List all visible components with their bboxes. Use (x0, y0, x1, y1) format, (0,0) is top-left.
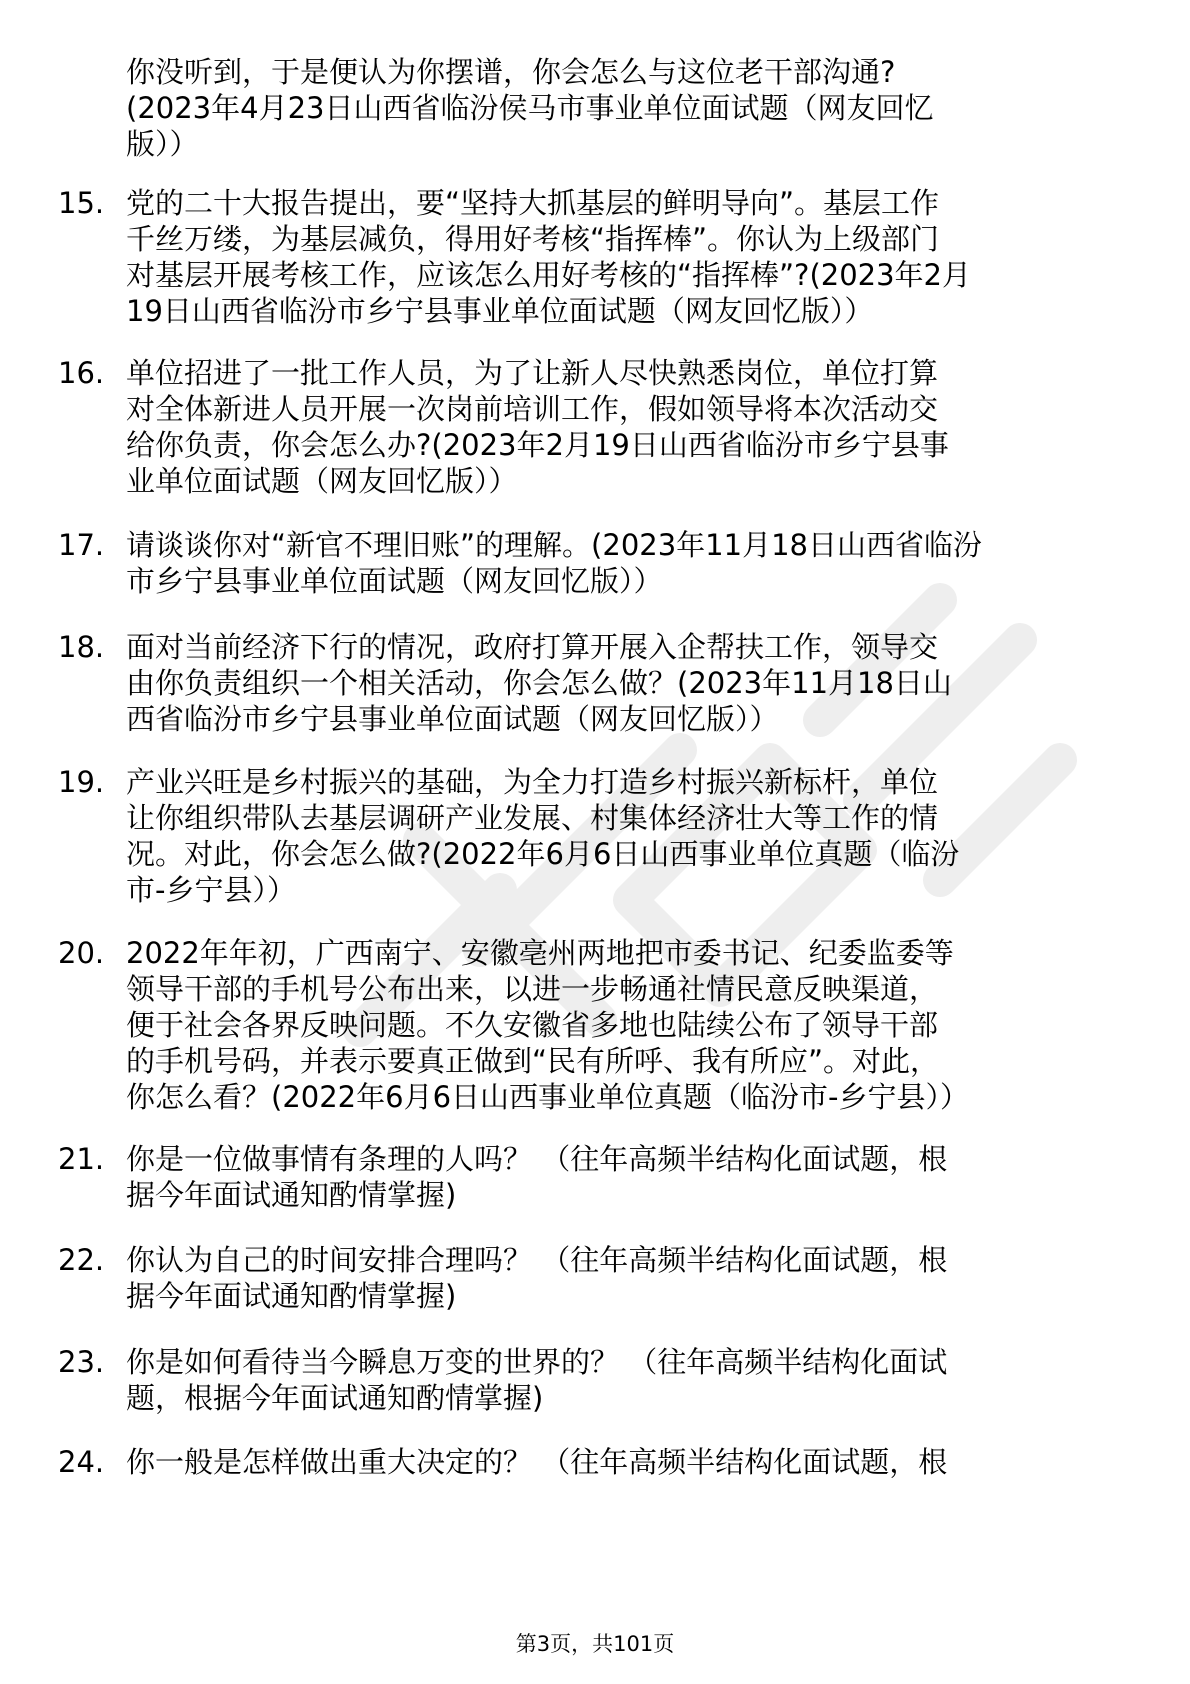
item-text: 你没听到，于是便认为你摆谱，你会怎么与这位老干部沟通? (2023年4月23日山西省临汾侯马市事业单位面试题（网友回忆 版）） (126, 55, 934, 161)
item-number: 17. (58, 528, 105, 562)
page-footer: 第3页，共101页 (515, 1632, 675, 1656)
item-text: 党的二十大报告提出，要“坚持大抓基层的鲜明导向”。基层工作 千丝万缕，为基层减负，得用好考核“指挥棒”。你认为上级部门 对基层开展考核工作，应该怎么用好考核的“指挥棒”?(2023年2月 19日山西省临汾市乡宁县事业单位面试题（网友回忆版）） (126, 186, 972, 328)
item-number: 22. (58, 1243, 105, 1277)
item-number: 21. (58, 1142, 105, 1176)
item-number: 24. (58, 1445, 105, 1479)
item-number: 23. (58, 1345, 105, 1379)
item-text: 单位招进了一批工作人员，为了让新人尽快熟悉岗位，单位打算 对全体新进人员开展一次岗前培训工作，假如领导将本次活动交 给你负责，你会怎么办?(2023年2月19日山西省临汾市乡宁县事 业单位面试题（网友回忆版）） (126, 356, 949, 498)
item-text: 你是一位做事情有条理的人吗？ （往年高频半结构化面试题，根 据今年面试通知酌情掌握) (126, 1142, 948, 1212)
item-number: 19. (58, 765, 105, 799)
item-text: 面对当前经济下行的情况，政府打算开展入企帮扶工作，领导交 由你负责组织一个相关活动，你会怎么做？(2023年11月18日山 西省临汾市乡宁县事业单位面试题（网友回忆版）） (126, 630, 952, 736)
item-text: 产业兴旺是乡村振兴的基础，为全力打造乡村振兴新标杆，单位 让你组织带队去基层调研产业发展、村集体经济壮大等工作的情 况。对此，你会怎么做?(2022年6月6日山西事业单位真题（临汾 市-乡宁县）） (126, 765, 960, 907)
item-text: 2022年年初，广西南宁、安徽亳州两地把市委书记、纪委监委等 领导干部的手机号公布出来，以进一步畅通社情民意反映渠道， 便于社会各界反映问题。不久安徽省多地也陆续公布了领导干部 的手机号码，并表示要真正做到“民有所呼、我有所应”。对此， 你怎么看？(2022年6月6日山西事业单位真题（临汾市-乡宁县）） (126, 936, 969, 1114)
item-text: 你是如何看待当今瞬息万变的世界的？ （往年高频半结构化面试 题，根据今年面试通知酌情掌握) (126, 1345, 948, 1415)
item-text: 请谈谈你对“新官不理旧账”的理解。(2023年11月18日山西省临汾 市乡宁县事业单位面试题（网友回忆版）） (126, 528, 982, 598)
item-number: 15. (58, 186, 105, 220)
item-text: 你认为自己的时间安排合理吗？ （往年高频半结构化面试题，根 据今年面试通知酌情掌握) (126, 1243, 948, 1313)
item-number: 20. (58, 936, 105, 970)
item-number: 18. (58, 630, 105, 664)
item-number: 16. (58, 356, 105, 390)
item-text: 你一般是怎样做出重大决定的？ （往年高频半结构化面试题，根 (126, 1445, 948, 1479)
